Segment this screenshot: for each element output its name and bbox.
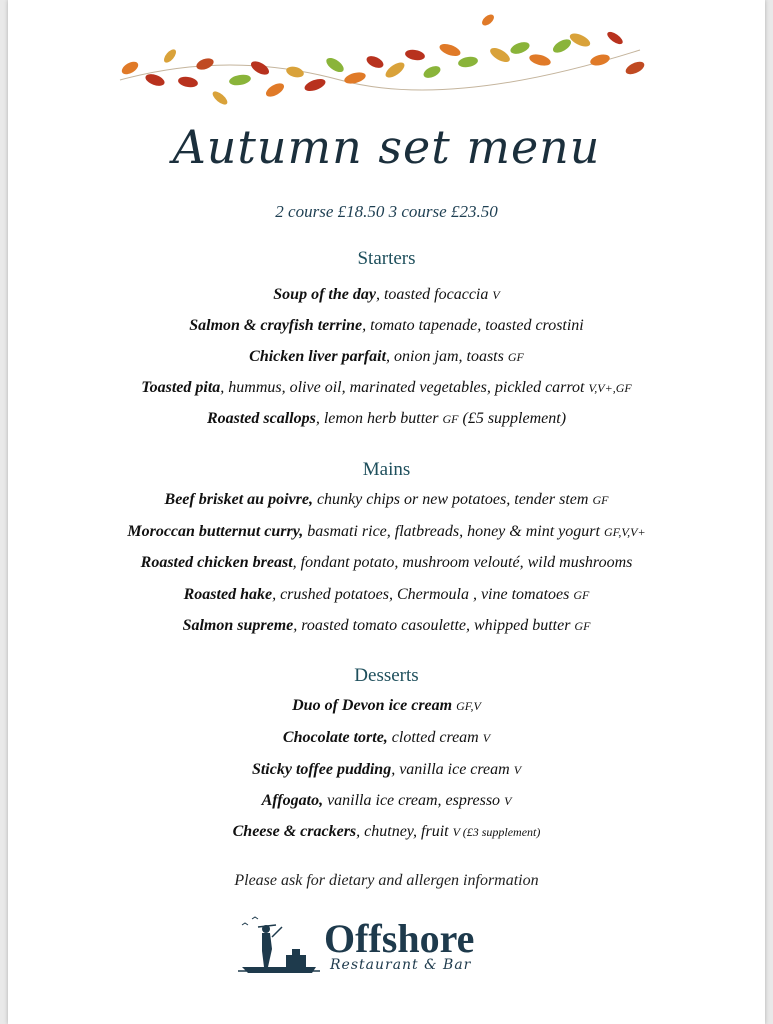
menu-item: Soup of the day, toasted focaccia V [273,286,500,303]
section-heading-starters: Starters [357,248,416,269]
menu-item: Affogato, vanilla ice cream, espresso V [261,792,512,809]
menu-prices: 2 course £18.50 3 course £23.50 [275,202,498,221]
offshore-logo [232,915,502,985]
menu-item: Roasted chicken breast, fondant potato, mushroom velouté, wild mushrooms [140,554,633,571]
menu-item: Moroccan butternut curry, basmati rice, flatbreads, honey & mint yogurt GF,V,V+ [127,523,646,540]
menu-item: Chocolate torte, clotted cream V [282,729,491,746]
section-heading-desserts: Desserts [354,665,419,686]
leaf-branch [120,50,640,90]
autumn-leaves-garland [110,10,650,120]
logo-name: Offshore [324,916,475,961]
menu-item: Salmon & crayfish terrine, tomato tapenade, toasted crostini [189,317,584,334]
menu-item: Toasted pita, hummus, olive oil, marinated vegetables, pickled carrot V,V+,GF [141,379,632,396]
menu-title: Autumn set menu [172,120,601,174]
menu-item: Duo of Devon ice cream GF,V [292,697,481,714]
section-heading-mains: Mains [362,459,411,480]
menu-item: Beef brisket au poivre, chunky chips or new potatoes, tender stem GF [164,491,609,508]
menu-item: Roasted scallops, lemon herb butter GF (£5 supplement) [206,410,567,427]
logo-subtitle: Restaurant & Bar [330,957,472,973]
menu-item: Cheese & crackers, chutney, fruit V (£3 supplement) [232,823,541,840]
menu-item: Chicken liver parfait, onion jam, toasts GF [249,348,524,365]
leaf-icon [120,12,646,106]
menu-item: Salmon supreme, roasted tomato casoulette, whipped butter GF [182,617,591,634]
allergen-note: Please ask for dietary and allergen information [234,872,539,889]
menu-item: Sticky toffee pudding, vanilla ice cream V [251,761,522,778]
fisherman-icon [232,915,322,979]
menu-item: Roasted hake, crushed potatoes, Chermoula , vine tomatoes GF [183,586,590,603]
